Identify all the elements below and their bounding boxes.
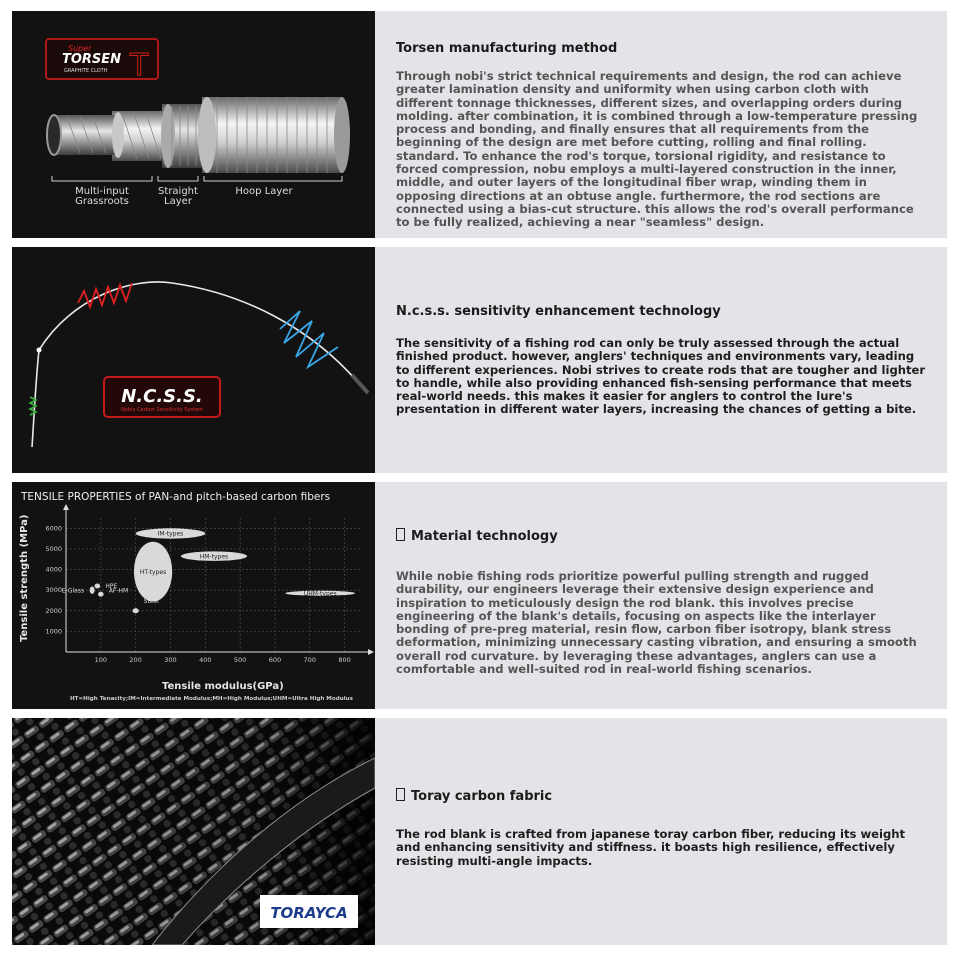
ncss-logo	[104, 377, 220, 417]
section-title: Toray carbon fabric	[396, 788, 927, 804]
layered-tube	[47, 97, 350, 173]
region-label: UHM-types	[303, 590, 337, 598]
section-body: The rod blank is crafted from japanese toray carbon fiber, reducing its weight and enhancing sensitivity and stiffness. it boasts high resilience, effectively resisting multi-angle impacts.	[396, 827, 906, 868]
chart-footnote: HT=High Tenacity;IM=Intermediate Modulus;MH=High Modulus;UHM=Ultra High Modulus	[70, 696, 353, 702]
layer-label-straight: Straight	[158, 186, 198, 197]
layer-label-hoop: Hoop Layer	[235, 186, 293, 197]
tensile-chart-panel	[12, 482, 375, 709]
region-steel	[133, 608, 139, 613]
svg-text:TORAYCA: TORAYCA	[270, 904, 348, 922]
material-section	[12, 482, 947, 709]
ncss-section	[12, 247, 947, 473]
checkbox-square-icon	[396, 528, 405, 541]
x-axis-arrow	[368, 649, 374, 655]
section-body: While nobie fishing rods prioritize powerful pulling strength and rugged durability, our engineers leverage their extensive design experience and inspiration to meticulously design the rod blank. this involves precise engineering of the blank's details, focusing on aspects like the interlayer bonding of pre-preg material, resin flow, carbon fiber isotropy, blank stress deformation, minimizing unnecessary casting vibration, and ensuring a smooth overall rod curvature. by leveraging these advantages, anglers can use a comfortable and well-suited rod in real-world fishing scenarios.	[396, 569, 917, 677]
carbon-fabric-photo	[12, 718, 375, 945]
region-label: HPE	[105, 583, 118, 591]
section-title: Material technology	[396, 528, 927, 544]
svg-text:T: T	[130, 48, 149, 83]
x-tick-label: 100	[94, 656, 108, 664]
torsen-illustration	[12, 11, 375, 238]
toray-logo	[260, 895, 358, 928]
region-label: HT-types	[139, 568, 167, 576]
section-body: The sensitivity of a fishing rod can only be truly assessed through the actual finished product. however, anglers' techniques and environments vary, leading to different experiences. Nobi strives to create rods that are tougher and lighter to handle, while also providing enhanced fish-sensing performance that meets real-world needs. this makes it easier for anglers to control the lure's presentation in different water layers, increasing the chances of getting a bite.	[396, 336, 926, 417]
x-tick-label: 800	[338, 656, 351, 664]
layer-label-grassroots: Grassroots	[75, 196, 129, 207]
x-tick-label: 300	[164, 656, 177, 664]
x-tick-label: 700	[303, 656, 316, 664]
layer-brackets	[52, 176, 342, 181]
svg-text:Super: Super	[68, 44, 92, 53]
region-label: HM-types	[199, 553, 229, 561]
x-tick-label: 600	[268, 656, 282, 664]
chart-x-label: Tensile modulus(GPa)	[162, 681, 284, 692]
y-axis-arrow	[63, 504, 69, 510]
ncss-illustration	[12, 247, 375, 473]
svg-text:GRAPHITE CLOTH: GRAPHITE CLOTH	[64, 68, 108, 74]
y-tick-label: 1000	[45, 627, 62, 636]
layer-label-layer: Layer	[164, 196, 192, 207]
toray-section	[12, 718, 947, 945]
y-tick-label: 6000	[45, 524, 62, 533]
blue-signal-wave	[280, 311, 338, 367]
svg-text:TORSEN: TORSEN	[62, 52, 122, 67]
svg-text:N.C.S.S.: N.C.S.S.	[121, 386, 203, 407]
section-body: Through nobi's strict technical requirements and design, the rod can achieve greater lamination density and uniformity when using carbon cloth with different tonnage thicknesses, different sizes, and overlapping orders during molding. after combination, it is combined through a low-temperature pressing process and bonding, and finally ensures that all requirements from the beginning of the design are met before cutting, rolling and final rolling. standard. To enhance the rod's torque, torsional rigidity, and resistance to forced compression, nobu employs a multi-layered construction in the inner, middle, and outer layers of the longitudinal fiber wrap, winding them in opposing directions at an obtuse angle. furthermore, the rod sections are connected using a bias-cut structure. this allows the rod's overall performance to be fully realized, achieving a near "seamless" design.	[396, 69, 918, 230]
layer-label-multi-input: Multi-input	[75, 186, 129, 197]
torsen-logo	[46, 39, 158, 83]
region-label: IM-types	[157, 530, 184, 538]
region-af-hm	[98, 592, 104, 597]
x-tick-label: 500	[233, 656, 247, 664]
y-tick-label: 3000	[45, 586, 62, 595]
x-tick-label: 400	[199, 656, 212, 664]
section-title: Torsen manufacturing method	[396, 41, 618, 56]
region-e-glass	[90, 586, 95, 593]
y-tick-label: 4000	[45, 565, 62, 574]
y-tick-label: 2000	[45, 606, 62, 615]
region-label: E-Glass	[61, 587, 85, 595]
region-label: AF-HM	[108, 587, 129, 595]
checkbox-square-icon	[396, 788, 405, 801]
chart-title: TENSILE PROPERTIES of PAN-and pitch-based carbon fibers	[21, 491, 331, 503]
section-title: N.c.s.s. sensitivity enhancement technology	[396, 304, 721, 319]
green-coil	[30, 397, 36, 415]
region-label: Steel	[143, 597, 159, 605]
region-hpe	[95, 584, 101, 589]
x-tick-label: 200	[129, 656, 142, 664]
y-tick-label: 5000	[45, 544, 62, 553]
chart-y-label: Tensile strength (MPa)	[19, 514, 30, 642]
torsen-section	[12, 11, 947, 238]
svg-text:Nobly Carbon Sensitivity Syste: Nobly Carbon Sensitivity System	[121, 407, 203, 413]
